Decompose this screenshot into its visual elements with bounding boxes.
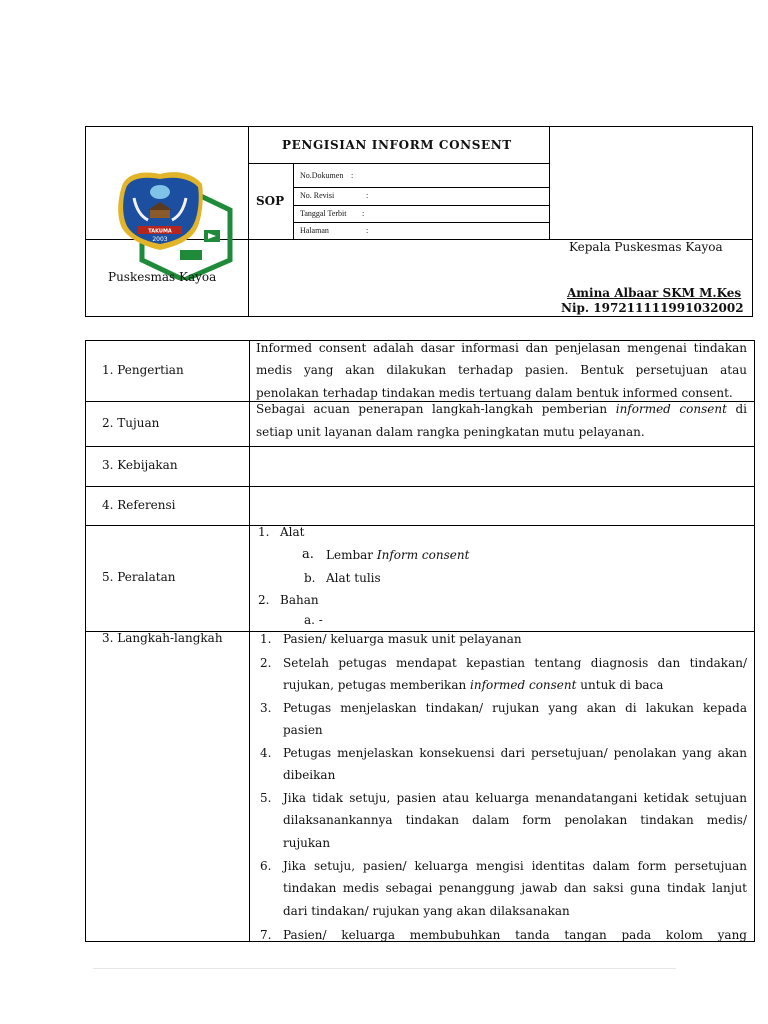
meta-sep-no-dokumen: : [351,171,354,180]
step-6-num: 6. [260,859,272,873]
step-3-line-2: pasien [283,723,323,737]
peralatan-alat-a-italic: Inform consent [376,548,470,562]
header-border-left [85,126,86,317]
tujuan-line-2: setiap unit layanan dalam rangka peningkatan mutu pelayanan. [256,425,645,439]
header-border-top [85,126,753,127]
peralatan-alat-a [326,544,469,566]
tujuan-line-1-end: di [735,402,747,416]
logo-year: 2003 [152,236,168,243]
meta-rule-3 [293,222,549,223]
row-label-referensi: 4. Referensi [102,498,176,512]
row-label-langkah: 3. Langkah-langkah [102,631,223,645]
organization-name: Puskesmas Kayoa [108,270,217,284]
step-2-line-2-text: rujukan, petugas memberikan [283,678,471,692]
step-3-line-1: Petugas menjelaskan tindakan/ rujukan yang akan di lakukan kepada [283,701,747,715]
step-4-line-2: dibeikan [283,768,336,782]
pengertian-line-3: penolakan terhadap tindakan medis tertuang dalam bentuk informed consent. [256,386,733,400]
row-label-peralatan: 5. Peralatan [102,570,176,584]
step-6-line-1: Jika setuju, pasien/ keluarga mengisi identitas dalam form persetujuan [283,859,747,873]
step-5-num: 5. [260,791,272,805]
step-4-line-1: Petugas menjelaskan konsekuensi dari persetujuan/ penolakan yang akan [283,746,747,760]
peralatan-alat: Alat [280,525,305,539]
table-border-right [754,340,755,942]
meta-label-no-revisi: No. Revisi [300,191,335,200]
step-7-num: 7. [260,928,272,942]
peralatan-alat-b: Alat tulis [326,571,381,585]
meta-rule-2 [293,205,549,206]
step-6-line-2: tindakan medis sebagai penanggung jawab dan saksi guna tindak lanjut [283,881,747,895]
header-sop-divider [293,163,294,239]
step-4-num: 4. [260,746,272,760]
peralatan-bahan-num: 2. [258,593,270,607]
logo-banner-text: TAKUMA [148,228,172,235]
row-rule-3 [85,486,755,487]
puskesmas-logo [112,168,242,280]
peralatan-alat-num: 1. [258,525,270,539]
peralatan-bahan: Bahan [280,593,319,607]
step-1-num: 1. [260,632,272,646]
step-2-line-1: Setelah petugas mendapat kepastian tentang diagnosis dan tindakan/ [283,656,747,670]
page-footer-rule [93,968,676,969]
row-rule-2 [85,446,755,447]
row-rule-4 [85,525,755,526]
head-nip: Nip. 197211111991032002 [561,301,744,315]
tujuan-line-1 [256,398,747,420]
tujuan-line-1-text: Sebagai acuan penerapan langkah-langkah pemberian [256,402,608,416]
step-5-line-2: dilaksanankannya tindakan dalam form penolakan tindakan medis/ [283,813,747,827]
tujuan-line-1-italic: informed consent [615,402,727,416]
peralatan-alat-a-text: Lembar [326,548,377,562]
step-2-num: 2. [260,656,272,670]
pengertian-line-1: Informed consent adalah dasar informasi dan penjelasan mengenai tindakan [256,341,747,355]
step-5-line-3: rujukan [283,836,331,850]
meta-label-tanggal-terbit: Tanggal Terbit [300,209,347,218]
step-7-line-1: Pasien/ keluarga membubuhkan tanda tangan pada kolom yang [283,928,747,941]
header-border-bottom [85,316,753,317]
meta-label-halaman: Halaman [300,226,329,235]
table-border-left [85,340,86,942]
step-2-line-2 [283,674,663,696]
step-5-line-1: Jika tidak setuju, pasien atau keluarga menandatangani ketidak setujuan [283,791,747,805]
step-2-line-2-italic: informed consent [470,678,577,692]
meta-sep-halaman: : [366,226,369,235]
header-border-right [752,126,753,317]
table-column-divider [249,340,250,942]
meta-label-no-dokumen: No.Dokumen [300,171,344,180]
meta-rule-1 [293,187,549,188]
peralatan-bahan-a: a. - [304,613,323,627]
head-title: Kepala Puskesmas Kayoa [569,240,723,254]
sop-label: SOP [256,194,285,208]
step-6-line-3: dari tindakan/ rujukan yang akan dilaksanakan [283,904,570,918]
row-label-tujuan: 2. Tujuan [102,416,160,430]
step-3-num: 3. [260,701,272,715]
row-label-kebijakan: 3. Kebijakan [102,458,178,472]
meta-sep-tanggal-terbit: : [362,209,365,218]
table-border-bottom [85,941,755,942]
meta-sep-no-revisi: : [366,191,369,200]
document-title: PENGISIAN INFORM CONSENT [282,138,512,152]
peralatan-alat-a-letter: a. [302,547,314,562]
pengertian-line-2: medis yang akan dilakukan terhadap pasien. Bentuk persetujuan atau [256,363,747,377]
step-2-line-2-end: untuk di baca [576,678,664,692]
step-1-line-1: Pasien/ keluarga masuk unit pelayanan [283,632,522,646]
head-name: Amina Albaar SKM M.Kes [567,286,742,300]
peralatan-alat-b-letter: b. [304,571,316,585]
header-divider-1 [248,126,249,317]
row-label-pengertian: 1. Pengertian [102,363,184,377]
header-divider-2 [549,126,550,239]
